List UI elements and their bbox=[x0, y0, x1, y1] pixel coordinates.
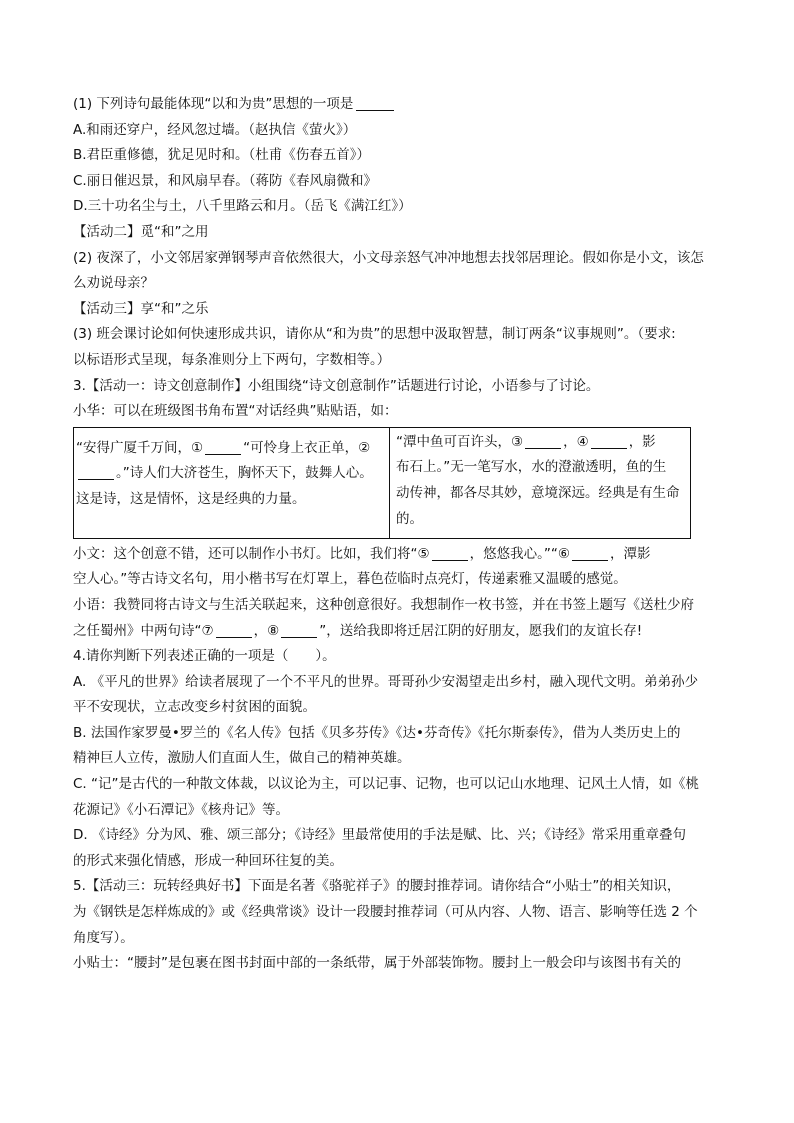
blank-3[interactable] bbox=[525, 434, 561, 449]
q4-stem: 4.请你判断下列表述正确的一项是（ ）。 bbox=[73, 648, 336, 665]
q4-option-b-line2: 精神巨人立传，激励人们直面人生，做自己的精神英雄。 bbox=[73, 750, 411, 767]
blank-2[interactable] bbox=[78, 465, 114, 480]
q4-option-d-line1: D. 《诗经》分为风、雅、颂三部分；《诗经》里最常使用的手法是赋、比、兴；《诗经》常采用重章叠句 bbox=[73, 827, 686, 844]
xiaoyu-line2: 之任蜀州》中两句诗“⑦ ，⑧ ”，送给我即将迁居江阴的好朋友，愿我们的友谊长存! bbox=[73, 622, 643, 639]
blank-5[interactable] bbox=[432, 546, 468, 561]
q5-line2: 为《钢铁是怎样炼成的》或《经典常谈》设计一段腰封推荐词（可从内容、人物、语言、影响等任选 2 个 bbox=[73, 904, 698, 921]
q4-option-a-line1: A. 《平凡的世界》给读者展现了一个不平凡的世界。哥哥孙少安渴望走出乡村，融入现代文明。弟弟孙少 bbox=[73, 673, 699, 690]
q3-text-line2: 以标语形式呈现，每条准则分上下两句，字数相等。） bbox=[73, 351, 391, 368]
q4-option-d-line2: 的形式来强化情感，形成一种回环往复的美。 bbox=[73, 852, 343, 869]
q1-option-d: D.三十功名尘与土，八千里路云和月。（岳飞《满江红》） bbox=[73, 198, 412, 215]
q5-line3: 角度写）。 bbox=[73, 929, 134, 946]
q2-text-line2: 么劝说母亲？ bbox=[73, 275, 154, 292]
exam-page bbox=[73, 92, 721, 977]
q3-text-line1: (3) 班会课讨论如何快速形成共识，请你从“和为贵”的思想中汲取智慧，制订两条“议事规则”。（要求: bbox=[73, 326, 676, 343]
q1-stem: (1) 下列诗句最能体现“以和为贵”思想的一项是 bbox=[73, 92, 721, 118]
q2-text-line1: (2) 夜深了，小文邻居家弹钢琴声音依然很大，小文母亲怒气冲冲地想去找邻居理论。假如你是小文，该怎 bbox=[73, 249, 704, 266]
poem-table-right-cell: “潭中鱼可百许头，③ ，④ ，影 布石上。”无一笔写水，水的澄澈透明，鱼的生 动传神，都各尽其妙，意境深远。经典是有生命 的。 bbox=[395, 433, 680, 527]
blank-4[interactable] bbox=[591, 434, 627, 449]
q5-line1: 5.【活动三：玩转经典好书】下面是名著《骆驼祥子》的腰封推荐词。请你结合“小贴士”的相关知识， bbox=[73, 878, 681, 895]
activity2-heading: 【活动二】觅“和”之用 bbox=[73, 223, 209, 240]
activity3-heading: 【活动三】享“和”之乐 bbox=[73, 300, 209, 317]
q4-option-c-line1: C. “记”是古代的一种散文体裁，以议论为主，可以记事、记物，也可以记山水地理、记风土人情，如《桃 bbox=[73, 776, 699, 793]
xiaohua-line: 小华：可以在班级图书角布置“对话经典”贴贴语，如： bbox=[73, 403, 398, 420]
blank-6[interactable] bbox=[572, 546, 608, 561]
blank-7[interactable] bbox=[216, 623, 252, 638]
q1-option-a: A.和雨还穿户，经风忽过墙。（赵执信《萤火》） bbox=[73, 121, 357, 138]
section3-intro: 3.【活动一：诗文创意制作】小组围绕“诗文创意制作”话题进行讨论，小语参与了讨论。 bbox=[73, 377, 600, 394]
xiaowen-line2: 空人心。”等古诗文名句，用小楷书写在灯罩上，暮色莅临时点亮灯，传递素雅又温暖的感觉。 bbox=[73, 571, 627, 588]
q5-tip: 小贴士：“腰封”是包裹在图书封面中部的一条纸带，属于外部装饰物。腰封上一般会印与该图书有关的 bbox=[73, 955, 681, 972]
q1-option-c: C.丽日催迟景，和风扇早春。（蒋防《春风扇微和》 bbox=[73, 172, 377, 189]
poem-table-left-cell: “安得广厦千万间，① “可怜身上衣正单，② 。”诗人们大济苍生，胸怀天下，鼓舞人心。 这是诗，这是情怀，这是经典的力量。 bbox=[74, 428, 390, 538]
blank-1[interactable] bbox=[205, 440, 241, 455]
poem-table bbox=[73, 427, 691, 539]
blank-8[interactable] bbox=[281, 623, 317, 638]
q1-option-b: B.君臣重修德，犹足见时和。（杜甫《伤春五首》） bbox=[73, 147, 371, 164]
q4-option-a-line2: 平不安现状，立志改变乡村贫困的面貌。 bbox=[73, 699, 316, 716]
q4-option-c-line2: 花源记》《小石潭记》《核舟记》等。 bbox=[73, 801, 289, 818]
q4-option-b-line1: B. 法国作家罗曼•罗兰的《名人传》包括《贝多芬传》《达•芬奇传》《托尔斯泰传》，借为人类历史上的 bbox=[73, 724, 681, 741]
xiaoyu-line1: 小语：我赞同将古诗文与生活关联起来，这种创意很好。我想制作一枚书签，并在书签上题写《送杜少府 bbox=[73, 596, 694, 613]
answer-blank[interactable] bbox=[356, 95, 394, 111]
xiaowen-line1: 小文：这个创意不错，还可以制作小书灯。比如，我们将“⑤ ，悠悠我心。”“⑥ ，潭影 bbox=[73, 545, 651, 562]
